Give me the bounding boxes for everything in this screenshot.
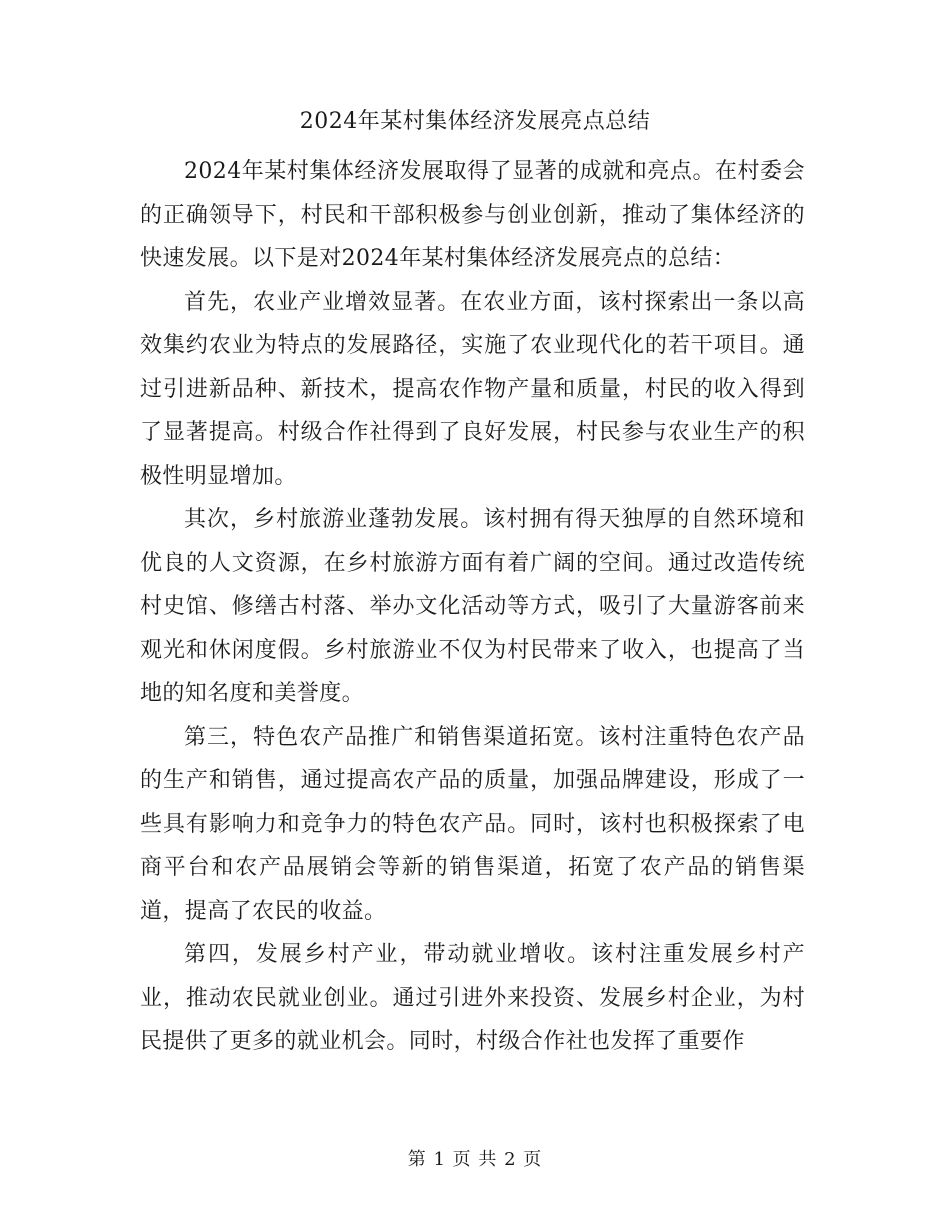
paragraph-specialty-products: 第三，特色农产品推广和销售渠道拓宽。该村注重特色农产品的生产和销售，通过提高农产品的质量，加强品牌建设，形成了一些具有影响力和竞争力的特色农产品。同时，该村也积极探索了电商平台和农产品展销会等新的销售渠道，拓宽了农产品的销售渠道，提高了农民的收益。	[140, 724, 805, 924]
document-title: 2024年某村集体经济发展亮点总结	[299, 109, 651, 134]
paragraph-tourism: 其次，乡村旅游业蓬勃发展。该村拥有得天独厚的自然环境和优良的人文资源，在乡村旅游方面有着广阔的空间。通过改造传统村史馆、修缮古村落、举办文化活动等方式，吸引了大量游客前来观光和休闲度假。乡村旅游业不仅为村民带来了收入，也提高了当地的知名度和美誉度。	[140, 507, 805, 706]
document-body	[140, 150, 805, 1064]
paragraph-intro: 2024年某村集体经济发展取得了显著的成就和亮点。在村委会的正确领导下，村民和干部积极参与创业创新，推动了集体经济的快速发展。以下是对2024年某村集体经济发展亮点的总结：	[140, 159, 805, 271]
paragraph-rural-industry: 第四，发展乡村产业，带动就业增收。该村注重发展乡村产业，推动农民就业创业。通过引进外来投资、发展乡村企业，为村民提供了更多的就业机会。同时，村级合作社也发挥了重要作	[140, 942, 805, 1054]
page-number-label: 第 1 页 共 2 页	[407, 1149, 543, 1170]
page-footer	[0, 1148, 950, 1172]
paragraph-agriculture: 首先，农业产业增效显著。在农业方面，该村探索出一条以高效集约农业为特点的发展路径，实施了农业现代化的若干项目。通过引进新品种、新技术，提高农作物产量和质量，村民的收入得到了显著提高。村级合作社得到了良好发展，村民参与农业生产的积极性明显增加。	[140, 289, 805, 489]
